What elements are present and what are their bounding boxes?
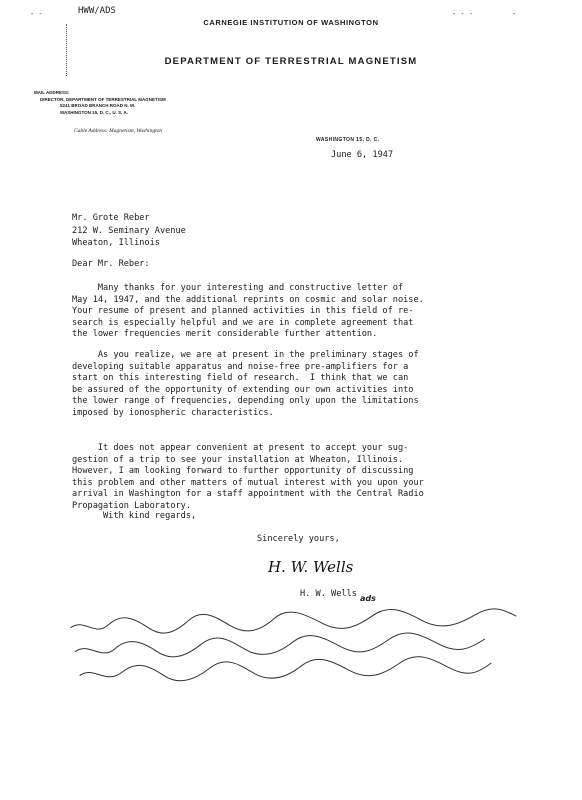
body-paragraph xyxy=(72,350,472,420)
mail-address-line: WASHINGTON 15, D. C., U. S. A. xyxy=(60,109,129,115)
salutation: Dear Mr. Reber: xyxy=(72,259,150,269)
paragraph-line: the lower frequencies merit considerable further attention. xyxy=(72,329,378,340)
handwritten-annotation xyxy=(64,604,524,616)
recipient-line: Wheaton, Illinois xyxy=(72,238,160,248)
paragraph-line: imposed by ionospheric characteristics. xyxy=(72,407,274,418)
margin-mark: - - - xyxy=(452,10,474,18)
typed-signer-name: H. W. Wells xyxy=(300,589,357,599)
letterhead-place: WASHINGTON 15, D. C. xyxy=(316,137,380,143)
paragraph-line: Your resume of present and planned activities in this field of re- xyxy=(72,306,414,317)
paragraph-line: arrival in Washington for a staff appointment with the Central Radio xyxy=(72,489,424,500)
paragraph-line: start on this interesting field of research. I think that we can xyxy=(72,373,409,384)
mail-address-line: DIRECTOR, DEPARTMENT OF TERRESTRIAL MAGNETISM xyxy=(40,96,166,102)
valediction: Sincerely yours, xyxy=(257,534,340,544)
paragraph-line: It does not appear convenient at present to accept your sug- xyxy=(72,443,409,453)
paragraph-line: the lower range of frequencies, depending only upon the limitations xyxy=(72,396,419,407)
body-paragraph xyxy=(72,443,472,513)
cable-address: Cable Address: Magnetism, Washington xyxy=(74,128,163,134)
mail-address-line: MAIL ADDRESS: xyxy=(34,90,70,95)
paragraph-line: Many thanks for your interesting and constructive letter of xyxy=(72,283,404,293)
paragraph-line: As you realize, we are at present in the preliminary stages of xyxy=(72,350,419,360)
margin-mark: - - xyxy=(30,10,43,18)
paragraph-line: Propagation Laboratory. xyxy=(72,500,191,511)
recipient-line: 212 W. Seminary Avenue xyxy=(72,225,186,236)
mail-address-line: 5241 BROAD BRANCH ROAD N. W. xyxy=(60,103,136,108)
file-initials: HWW/ADS xyxy=(78,6,116,16)
paragraph-line: gestion of a trip to see your installation at Wheaton, Illinois. xyxy=(72,454,404,465)
scribble-annotation xyxy=(64,604,526,696)
paragraph-line: May 14, 1947, and the additional reprints on cosmic and solar noise. xyxy=(72,294,424,305)
handwritten-signature: H. W. Wells xyxy=(268,558,354,576)
body-paragraph xyxy=(72,283,472,341)
letter-date: June 6, 1947 xyxy=(331,150,394,160)
typist-initials: ads xyxy=(360,594,376,603)
paragraph-line: However, I am looking forward to further opportunity of discussing xyxy=(72,466,414,477)
recipient-address xyxy=(72,212,186,250)
punch-marks xyxy=(66,24,69,76)
paragraph-line: this problem and other matters of mutual interest with you upon your xyxy=(72,477,424,488)
mail-address-block xyxy=(34,90,166,116)
closing: With kind regards, xyxy=(103,511,197,521)
recipient-line: Mr. Grote Reber xyxy=(72,213,150,223)
margin-mark: - xyxy=(512,10,517,18)
paragraph-line: be assured of the opportunity of extending our own activities into xyxy=(72,384,414,395)
department-name: DEPARTMENT OF TERRESTRIAL MAGNETISM xyxy=(164,56,418,67)
institution-name: CARNEGIE INSTITUTION OF WASHINGTON xyxy=(203,18,379,27)
paragraph-line: search is especially helpful and we are in complete agreement that xyxy=(72,317,414,328)
paragraph-line: developing suitable apparatus and noise-free pre-amplifiers for a xyxy=(72,361,409,372)
